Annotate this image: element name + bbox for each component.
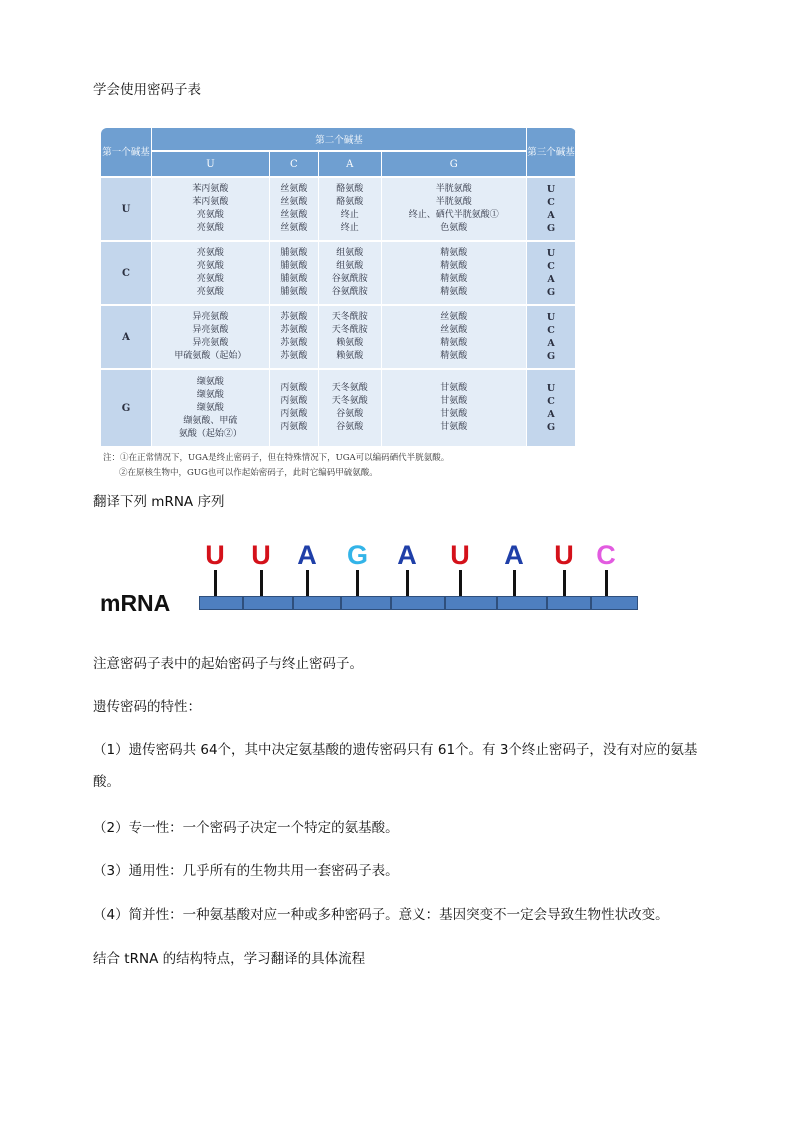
amino-acid: 苏氨酸: [280, 325, 308, 335]
property-2: （2）专一性：一个密码子决定一个特定的氨基酸。: [93, 820, 399, 836]
amino-acid: 亮氨酸: [196, 223, 224, 233]
amino-acid: 缬氨酸、甲硫: [183, 415, 238, 426]
mrna-base: [450, 540, 470, 598]
amino-acid-cell: [270, 370, 319, 448]
amino-acid: 组氨酸: [336, 261, 364, 271]
amino-acid-cell: [270, 306, 319, 370]
mrna-base: [596, 540, 616, 598]
base-stick: [356, 570, 359, 598]
amino-acid: 天冬酰胺: [331, 312, 368, 322]
amino-acid: 丝氨酸: [280, 197, 308, 207]
amino-acid-cell: [270, 178, 319, 242]
amino-acid: 谷氨酸: [336, 422, 364, 432]
mrna-base: [297, 540, 317, 598]
amino-acid: 天冬氨酸: [331, 383, 368, 393]
amino-acid: 谷氨酰胺: [331, 287, 368, 297]
amino-acid: 甲硫氨酸（起始）: [174, 351, 247, 361]
amino-acid: 亮氨酸: [196, 274, 224, 284]
third-base: C: [547, 396, 555, 407]
strand-segment: [445, 596, 497, 610]
amino-acid: 丙氨酸: [280, 422, 308, 432]
amino-acid-cell: [382, 242, 527, 306]
amino-acid: 半胱氨酸: [435, 184, 472, 194]
amino-acid: 天冬氨酸: [331, 396, 368, 406]
amino-acid: 酪氨酸: [336, 197, 364, 207]
amino-acid: 亮氨酸: [196, 287, 224, 297]
amino-acid: 缬氨酸: [196, 402, 224, 413]
base-letter: A: [397, 540, 417, 570]
base-stick: [214, 570, 217, 598]
third-base: G: [546, 287, 556, 298]
base-letter: A: [297, 540, 317, 570]
first-base-header: 第一个碱基: [101, 128, 152, 178]
amino-acid: 甘氨酸: [440, 409, 468, 419]
strand-segment: [293, 596, 341, 610]
mrna-base: [504, 540, 524, 598]
amino-acid: 天冬酰胺: [331, 325, 368, 335]
amino-acid: 酪氨酸: [336, 184, 364, 194]
amino-acid: 丝氨酸: [440, 325, 468, 335]
amino-acid-cell: [152, 370, 270, 448]
mrna-base: [554, 540, 574, 598]
amino-acid: 亮氨酸: [196, 261, 224, 271]
third-base: C: [547, 197, 555, 208]
amino-acid: 终止: [340, 223, 359, 233]
property-3: （3）通用性：几乎所有的生物共用一套密码子表。: [93, 863, 399, 879]
second-base-u: U: [152, 152, 270, 178]
properties-heading: 遗传密码的特性：: [93, 699, 201, 715]
third-base: U: [546, 248, 556, 259]
final-line: 结合 tRNA 的结构特点，学习翻译的具体流程: [93, 951, 366, 967]
third-base-list: [527, 178, 576, 242]
amino-acid: 丙氨酸: [280, 396, 308, 406]
codon-row-g: [101, 370, 576, 448]
table-notes: [101, 451, 576, 481]
amino-acid: 氨酸（起始②）: [178, 428, 242, 439]
amino-acid: 丝氨酸: [280, 210, 308, 220]
base-letter: U: [205, 540, 225, 570]
base-letter: U: [251, 540, 271, 570]
strand-segment: [199, 596, 243, 610]
third-base: U: [546, 312, 556, 323]
amino-acid: 异亮氨酸: [192, 312, 229, 322]
amino-acid: 赖氨酸: [336, 338, 364, 348]
amino-acid: 亮氨酸: [196, 248, 224, 258]
amino-acid: 色氨酸: [440, 223, 468, 233]
first-base: U: [101, 178, 152, 242]
base-stick: [260, 570, 263, 598]
strand-segment: [243, 596, 293, 610]
mrna-base: [251, 540, 271, 598]
base-stick: [406, 570, 409, 598]
codon-table-figure: [101, 128, 576, 481]
amino-acid: 苯丙氨酸: [192, 184, 229, 194]
first-base: C: [101, 242, 152, 306]
amino-acid: 亮氨酸: [196, 210, 224, 220]
strand-segment: [497, 596, 547, 610]
amino-acid-cell: [319, 370, 382, 448]
table-note-1: 注：①在正常情况下，UGA是终止密码子，但在特殊情况下，UGA可以编码硒代半胱氨酸。: [103, 453, 450, 463]
strand-segment: [547, 596, 591, 610]
third-base-list: [527, 306, 576, 370]
third-base-list: [527, 242, 576, 306]
amino-acid: 甘氨酸: [440, 383, 468, 393]
amino-acid: 异亮氨酸: [192, 325, 229, 335]
amino-acid: 异亮氨酸: [192, 338, 229, 348]
third-base-header: 第三个碱基: [527, 128, 576, 178]
base-stick: [605, 570, 608, 598]
base-stick: [563, 570, 566, 598]
amino-acid: 缬氨酸: [196, 389, 224, 400]
amino-acid-cell: [382, 178, 527, 242]
amino-acid: 组氨酸: [336, 248, 364, 258]
amino-acid-cell: [270, 242, 319, 306]
amino-acid: 脯氨酸: [280, 261, 308, 271]
amino-acid: 脯氨酸: [280, 287, 308, 297]
base-letter: G: [347, 540, 369, 570]
base-stick: [306, 570, 309, 598]
amino-acid: 脯氨酸: [280, 274, 308, 284]
mrna-base: [205, 540, 225, 598]
mrna-base: [347, 540, 367, 598]
first-base: G: [101, 370, 152, 448]
amino-acid: 苏氨酸: [280, 312, 308, 322]
amino-acid-cell: [319, 306, 382, 370]
third-base: A: [547, 274, 555, 285]
codon-table: [101, 128, 576, 448]
amino-acid: 精氨酸: [440, 274, 468, 284]
mrna-label: mRNA: [100, 590, 171, 616]
amino-acid: 脯氨酸: [280, 248, 308, 258]
property-1: （1）遗传密码共 64个，其中决定氨基酸的遗传密码只有 61个。有 3个终止密码子，没有对应的氨基酸。: [93, 742, 698, 790]
amino-acid: 苯丙氨酸: [192, 197, 229, 207]
amino-acid: 精氨酸: [440, 248, 468, 258]
amino-acid-cell: [382, 370, 527, 448]
third-base: U: [546, 184, 556, 195]
third-base: G: [546, 351, 556, 362]
third-base: C: [547, 261, 555, 272]
third-base-list: [527, 370, 576, 448]
third-base: A: [547, 210, 555, 221]
table-note-2: ②在原核生物中，GUG也可以作起始密码子，此时它编码甲硫氨酸。: [119, 468, 378, 478]
third-base: C: [547, 325, 555, 336]
mrna-strand: [199, 596, 638, 610]
second-base-header: 第二个碱基: [152, 128, 527, 152]
amino-acid-cell: [319, 242, 382, 306]
amino-acid: 甘氨酸: [440, 396, 468, 406]
amino-acid: 丙氨酸: [280, 383, 308, 393]
base-letter: A: [504, 540, 524, 570]
amino-acid: 精氨酸: [440, 351, 468, 361]
note-start-stop: 注意密码子表中的起始密码子与终止密码子。: [93, 656, 363, 672]
amino-acid: 丝氨酸: [280, 184, 308, 194]
amino-acid: 精氨酸: [440, 287, 468, 297]
amino-acid: 终止: [340, 210, 359, 220]
amino-acid: 精氨酸: [440, 261, 468, 271]
amino-acid-cell: [382, 306, 527, 370]
third-base: A: [547, 409, 555, 420]
second-base-a: A: [319, 152, 382, 178]
amino-acid-cell: [152, 242, 270, 306]
third-base: A: [547, 338, 555, 349]
amino-acid: 苏氨酸: [280, 338, 308, 348]
base-letter: C: [596, 540, 616, 570]
amino-acid-cell: [152, 178, 270, 242]
amino-acid: 谷氨酰胺: [331, 274, 368, 284]
second-base-g: G: [382, 152, 527, 178]
amino-acid-cell: [152, 306, 270, 370]
amino-acid: 半胱氨酸: [435, 197, 472, 207]
amino-acid: 赖氨酸: [336, 351, 364, 361]
strand-segment: [341, 596, 391, 610]
amino-acid: 丝氨酸: [440, 312, 468, 322]
amino-acid: 甘氨酸: [440, 422, 468, 432]
strand-segment: [591, 596, 638, 610]
third-base: G: [546, 223, 556, 234]
amino-acid: 苏氨酸: [280, 351, 308, 361]
amino-acid: 丙氨酸: [280, 409, 308, 419]
codon-row-a: [101, 306, 576, 370]
amino-acid: 缬氨酸: [196, 376, 224, 387]
codon-row-c: [101, 242, 576, 306]
mrna-base: [397, 540, 417, 598]
amino-acid: 精氨酸: [440, 338, 468, 348]
codon-row-u: [101, 178, 576, 242]
base-stick: [513, 570, 516, 598]
base-letter: U: [554, 540, 574, 570]
first-base: A: [101, 306, 152, 370]
property-4: （4）简并性：一种氨基酸对应一种或多种密码子。意义：基因突变不一定会导致生物性状改变。: [93, 907, 669, 923]
amino-acid-cell: [319, 178, 382, 242]
strand-segment: [391, 596, 445, 610]
third-base: G: [546, 422, 556, 433]
base-stick: [459, 570, 462, 598]
base-letter: U: [450, 540, 470, 570]
second-base-c: C: [270, 152, 319, 178]
heading-translate: 翻译下列 mRNA 序列: [93, 494, 225, 510]
amino-acid: 丝氨酸: [280, 223, 308, 233]
mrna-diagram: [100, 540, 645, 620]
amino-acid: 终止、硒代半胱氨酸①: [408, 210, 499, 220]
amino-acid: 谷氨酸: [336, 409, 364, 419]
third-base: U: [546, 383, 556, 394]
heading-codon-table: 学会使用密码子表: [93, 82, 201, 98]
